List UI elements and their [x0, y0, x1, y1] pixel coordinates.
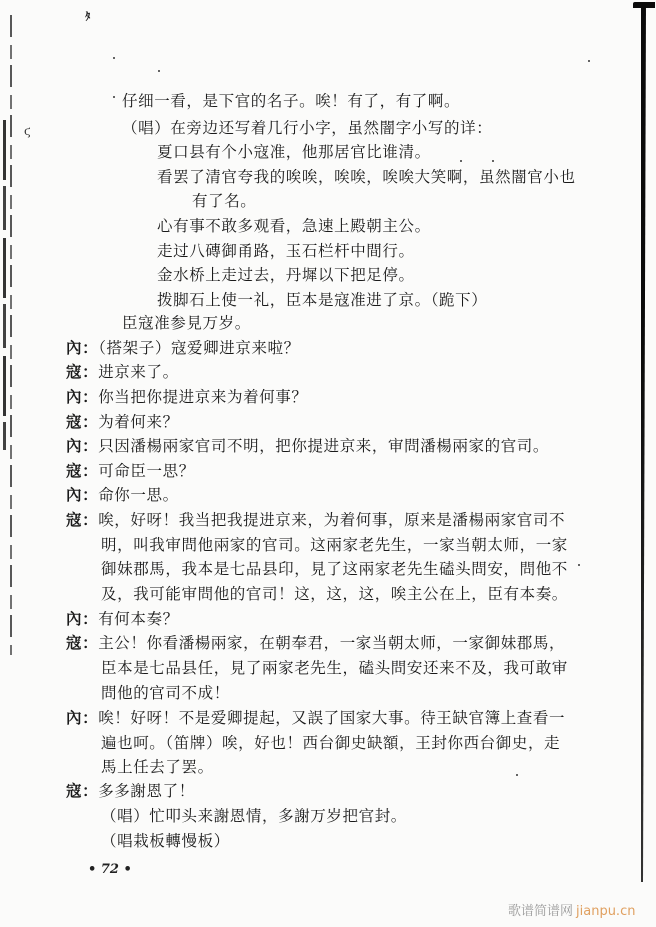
ink-speck	[113, 57, 115, 59]
speaker-label: 寇：	[66, 461, 99, 480]
line-text: 主公！你看潘楊兩家，在朝奉君，一家当朝太师，一家御妹郡馬，	[98, 634, 566, 652]
line-text: 馬上任去了罢。	[101, 758, 214, 776]
script-line	[101, 757, 214, 777]
line-text: 拨脚石上使一礼，臣本是寇准进了京。（跪下）	[157, 291, 488, 309]
script-line	[157, 142, 431, 162]
speaker-label: 內：	[66, 485, 99, 504]
speaker-label: 內：	[66, 708, 99, 727]
line-text: （唱）忙叩头来謝恩情，多謝万岁把官封。	[101, 807, 407, 825]
line-text: 多多謝恩了！	[98, 782, 195, 800]
ink-speck	[113, 96, 115, 98]
ink-speck	[460, 160, 462, 162]
dialogue-line	[66, 485, 179, 505]
script-line	[122, 91, 460, 111]
script-line	[192, 191, 256, 211]
script-line	[101, 658, 568, 678]
page-number: • 72 •	[88, 862, 132, 877]
watermark	[508, 900, 635, 919]
ink-speck	[492, 160, 494, 162]
line-text: 問他的官司不成！	[101, 684, 230, 702]
line-text: 只因潘楊兩家官司不明，把你提进京来，审問潘楊兩家的官司。	[98, 437, 550, 455]
line-text: （唱）在旁边还写着几行小字，虽然闇字小写的详：	[122, 119, 493, 137]
speaker-label: 寇：	[66, 781, 99, 800]
script-line	[101, 535, 568, 555]
ink-speck	[516, 774, 518, 776]
line-text: 为着何来？	[98, 413, 179, 431]
ink-speck	[158, 70, 160, 72]
speaker-label: 寇：	[66, 412, 99, 431]
line-text: （唱栽板轉慢板）	[101, 832, 230, 850]
dialogue-line	[66, 633, 565, 653]
line-text: 明，叫我审問他兩家的官司。这兩家老先生，一家当朝太师，一家	[101, 536, 568, 554]
script-line	[157, 216, 431, 236]
script-line	[157, 241, 415, 261]
speaker-label: 寇：	[66, 362, 99, 381]
speaker-label: 內：	[66, 387, 99, 406]
script-line	[122, 313, 251, 333]
speaker-label: 寇：	[66, 633, 99, 652]
line-text: 可命臣一思？	[98, 462, 195, 480]
left-margin-rule	[10, 15, 12, 655]
line-text: 金水桥上走过去，丹墀以下把足停。	[157, 266, 415, 284]
line-text: 唉！好呀！不是爱卿提起，又誤了国家大事。待王缺官簿上查看一	[98, 709, 566, 727]
line-text: 你当把你提进京来为着何事？	[98, 388, 308, 406]
ink-speck	[578, 564, 580, 566]
script-line	[157, 167, 576, 187]
corner-ink-mark: ﾀ	[84, 9, 92, 24]
script-line	[101, 806, 407, 826]
dialogue-line	[66, 338, 300, 358]
script-line	[122, 118, 492, 138]
margin-ink-mark: ϛ	[24, 124, 31, 138]
line-text: 御妹郡馬，我本是七品县印，見了这兩家老先生磕头問安，問他不	[101, 560, 568, 578]
dialogue-line	[66, 609, 179, 629]
watermark-latin: jianpu.cn	[576, 904, 636, 919]
line-text: 看罢了清官夸我的唉唉，唉唉，唉唉大笑啊，虽然闇官小也	[157, 168, 576, 186]
speaker-label: 內：	[66, 338, 99, 357]
line-text: 命你一思。	[98, 486, 179, 504]
speaker-label: 寇：	[66, 510, 99, 529]
script-line	[101, 831, 230, 851]
line-text: 进京来了。	[98, 363, 179, 381]
line-text: 遍也呵。（笛牌）唉，好也！西台御史缺額，王封你西台御史，走	[101, 734, 561, 752]
ink-speck	[588, 60, 590, 62]
speaker-label: 內：	[66, 609, 99, 628]
line-text: 有何本奏？	[98, 610, 179, 628]
dialogue-line	[66, 387, 308, 407]
script-line	[101, 584, 568, 604]
line-text: 唉，好呀！我当把我提进京来，为着何事，原来是潘楊兩家官司不	[98, 511, 566, 529]
line-text: 臣寇准参見万岁。	[122, 314, 251, 332]
dialogue-line	[66, 781, 195, 801]
dialogue-line	[66, 708, 565, 728]
dialogue-line	[66, 510, 565, 530]
line-text: 走过八磚御甬路，玉石栏杆中間行。	[157, 242, 415, 260]
script-line	[157, 290, 487, 310]
script-line	[101, 733, 560, 753]
dialogue-line	[66, 412, 179, 432]
dialogue-line	[66, 461, 195, 481]
script-line	[101, 683, 230, 703]
right-binding-edge	[641, 2, 646, 882]
line-text: 臣本是七品县任，見了兩家老先生，磕头問安还来不及，我可敢审	[101, 659, 568, 677]
line-text: 心有事不敢多观看，急速上殿朝主公。	[157, 217, 431, 235]
line-text: 及，我可能审問他的官司！这，这，这，唉主公在上，臣有本奏。	[101, 585, 568, 603]
line-text: 仔细一看，是下官的名子。唉！有了，有了啊。	[122, 92, 461, 110]
script-line	[157, 265, 415, 285]
dialogue-line	[66, 362, 179, 382]
watermark-cn: 歌谱简谱网	[508, 904, 574, 919]
line-text: （搭架子）寇爱卿进京来啦？	[98, 339, 300, 357]
dialogue-line	[66, 436, 549, 456]
script-line	[101, 559, 568, 579]
line-text: 夏口县有个小寇准，他那居官比谁清。	[157, 143, 431, 161]
line-text: 有了名。	[192, 192, 257, 210]
speaker-label: 內：	[66, 436, 99, 455]
left-binding-edge	[3, 120, 6, 450]
